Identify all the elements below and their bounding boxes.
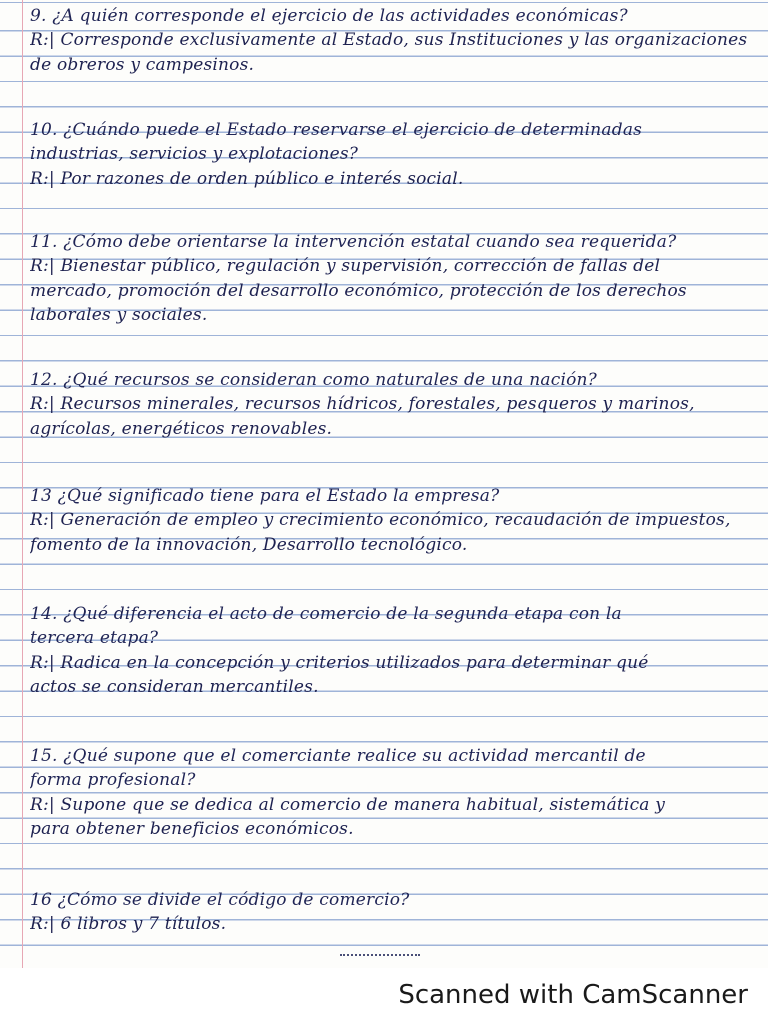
qa-entry-12: [30, 368, 754, 441]
qa-entry-16: [30, 888, 754, 937]
question-line: 15. ¿Qué supone que el comerciante realice su actividad mercantil de: [30, 746, 646, 766]
answer-line: laborales y sociales.: [30, 305, 208, 326]
question-line: 14. ¿Qué diferencia el acto de comercio de la segunda etapa con la: [30, 604, 622, 624]
scanner-footer: [0, 968, 768, 1024]
scan-artifact-mark: [340, 954, 420, 959]
answer-line: R:| Corresponde exclusivamente al Estado, sus Instituciones y las organizaciones: [30, 30, 748, 51]
question-line: forma profesional?: [30, 770, 196, 791]
question-line: industrias, servicios y explotaciones?: [30, 144, 359, 165]
qa-entry-14: [30, 602, 754, 700]
question-line: 10. ¿Cuándo puede el Estado reservarse el ejercicio de determinadas: [30, 120, 643, 140]
question-line: 13 ¿Qué significado tiene para el Estado la empresa?: [30, 486, 500, 506]
answer-line: mercado, promoción del desarrollo económico, protección de los derechos: [30, 280, 687, 301]
answer-line: fomento de la innovación, Desarrollo tecnológico.: [30, 534, 468, 555]
answer-line: R:| Por razones de orden público e interés social.: [30, 168, 464, 189]
answer-line: R:| Radica en la concepción y criterios utilizados para determinar qué: [30, 652, 649, 673]
answer-line: R:| Supone que se dedica al comercio de manera habitual, sistemática y: [30, 794, 666, 815]
question-line: 12. ¿Qué recursos se consideran como naturales de una nación?: [30, 370, 597, 390]
answer-line: para obtener beneficios económicos.: [30, 819, 354, 840]
scanner-watermark-text: Scanned with CamScanner: [398, 980, 748, 1010]
answer-line: R:| 6 libros y 7 títulos.: [30, 914, 227, 935]
answer-line: R:| Generación de empleo y crecimiento económico, recaudación de impuestos,: [30, 510, 731, 531]
qa-entry-11: [30, 230, 754, 328]
margin-line: [22, 0, 23, 968]
qa-entry-10: [30, 118, 754, 191]
qa-entry-13: [30, 484, 754, 557]
answer-line: R:| Bienestar público, regulación y supervisión, corrección de fallas del: [30, 256, 661, 277]
qa-entry-15: [30, 744, 754, 842]
answer-line: agrícolas, energéticos renovables.: [30, 418, 333, 439]
question-line: 9. ¿A quién corresponde el ejercicio de las actividades económicas?: [30, 6, 628, 26]
answer-line: de obreros y campesinos.: [30, 54, 255, 75]
answer-line: actos se consideran mercantiles.: [30, 677, 319, 698]
question-line: tercera etapa?: [30, 628, 159, 649]
question-line: 11. ¿Cómo debe orientarse la intervención estatal cuando sea requerida?: [30, 232, 677, 252]
answer-line: R:| Recursos minerales, recursos hídricos, forestales, pesqueros y marinos,: [30, 394, 695, 415]
qa-entry-9: [30, 4, 754, 77]
question-line: 16 ¿Cómo se divide el código de comercio?: [30, 890, 410, 910]
